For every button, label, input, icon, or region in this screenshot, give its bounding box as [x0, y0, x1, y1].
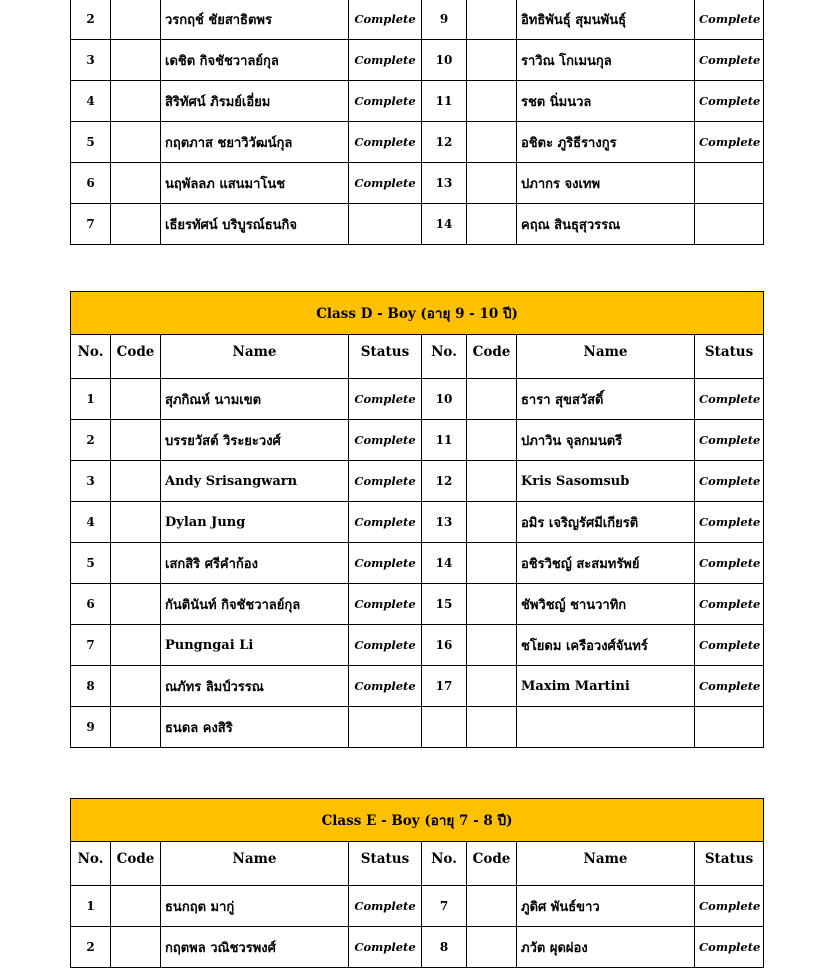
- table-row: [71, 625, 764, 666]
- status-cell: Complete: [695, 420, 764, 461]
- column-header: Name: [161, 335, 349, 379]
- student-name: กฤตพล วณิชวรพงศ์: [161, 927, 349, 968]
- student-name: [517, 707, 695, 748]
- student-name: ธารา สุขสวัสดิ์: [517, 379, 695, 420]
- code-cell: [467, 927, 517, 968]
- status-cell: Complete: [695, 122, 764, 163]
- status-cell: Complete: [695, 0, 764, 40]
- code-cell: [467, 886, 517, 927]
- code-cell: [111, 379, 161, 420]
- student-name: ชัพวิชญ์ ชานวาทิก: [517, 584, 695, 625]
- row-number: 9: [422, 0, 467, 40]
- status-cell: Complete: [695, 502, 764, 543]
- table-row: [71, 0, 764, 40]
- table-row: [71, 707, 764, 748]
- code-cell: [111, 625, 161, 666]
- row-number: 13: [422, 163, 467, 204]
- class-title: Class E - Boy (อายุ 7 - 8 ปี): [71, 799, 764, 842]
- row-number: 7: [71, 625, 111, 666]
- row-number: 8: [422, 927, 467, 968]
- column-header: No.: [422, 842, 467, 886]
- table-row: [71, 584, 764, 625]
- column-header: Status: [349, 842, 422, 886]
- code-cell: [467, 204, 517, 245]
- row-number: 5: [71, 122, 111, 163]
- code-cell: [467, 625, 517, 666]
- row-number: 2: [71, 420, 111, 461]
- student-name: ปภาวิน จุลกมนตรี: [517, 420, 695, 461]
- student-name: ชโยดม เครือวงศ์จันทร์: [517, 625, 695, 666]
- status-cell: Complete: [349, 625, 422, 666]
- code-cell: [467, 543, 517, 584]
- status-cell: Complete: [349, 584, 422, 625]
- status-cell: Complete: [695, 543, 764, 584]
- row-number: 14: [422, 204, 467, 245]
- row-number: 1: [71, 379, 111, 420]
- status-cell: Complete: [349, 81, 422, 122]
- status-cell: Complete: [695, 886, 764, 927]
- status-cell: [695, 707, 764, 748]
- student-name: คฤณ สินธุสุวรรณ: [517, 204, 695, 245]
- status-cell: Complete: [349, 122, 422, 163]
- status-cell: Complete: [695, 40, 764, 81]
- status-cell: Complete: [349, 40, 422, 81]
- status-cell: Complete: [695, 81, 764, 122]
- student-name: สุภกิณห์ นามเขต: [161, 379, 349, 420]
- student-name: ณภัทร ลิมป์วรรณ: [161, 666, 349, 707]
- student-name: อชิรวิชญ์ สะสมทรัพย์: [517, 543, 695, 584]
- student-name: อิทธิพันธุ์ สุมนพันธุ์: [517, 0, 695, 40]
- code-cell: [467, 40, 517, 81]
- table-row: [71, 420, 764, 461]
- code-cell: [111, 584, 161, 625]
- table-row: [71, 886, 764, 927]
- table-row: [71, 379, 764, 420]
- column-header: No.: [71, 842, 111, 886]
- table-row: [71, 163, 764, 204]
- row-number: 13: [422, 502, 467, 543]
- row-number: 2: [71, 927, 111, 968]
- student-name: ราวิณ โกเมนกุล: [517, 40, 695, 81]
- status-cell: Complete: [349, 461, 422, 502]
- student-name: ธนกฤต มากู่: [161, 886, 349, 927]
- status-cell: Complete: [349, 163, 422, 204]
- code-cell: [111, 927, 161, 968]
- row-number: 10: [422, 40, 467, 81]
- student-name: บรรยวัสต์ วิระยะวงศ์: [161, 420, 349, 461]
- column-header: Code: [111, 335, 161, 379]
- student-name: เดชิต กิจชัชวาลย์กุล: [161, 40, 349, 81]
- student-name: กันตินันท์ กิจชัชวาลย์กุล: [161, 584, 349, 625]
- student-name: ปภากร จงเทพ: [517, 163, 695, 204]
- student-name: ภูดิศ พันธ์ขาว: [517, 886, 695, 927]
- code-cell: [467, 666, 517, 707]
- row-number: 16: [422, 625, 467, 666]
- column-header: Status: [695, 335, 764, 379]
- code-cell: [111, 163, 161, 204]
- row-number: 12: [422, 122, 467, 163]
- code-cell: [467, 461, 517, 502]
- status-cell: [349, 204, 422, 245]
- code-cell: [467, 502, 517, 543]
- student-name: Dylan Jung: [161, 502, 349, 543]
- column-header: Name: [161, 842, 349, 886]
- student-name: วรกฤช์ ชัยสาธิตพร: [161, 0, 349, 40]
- row-number: 11: [422, 420, 467, 461]
- code-cell: [467, 584, 517, 625]
- student-name: กฤตภาส ชยาวิวัฒน์กุล: [161, 122, 349, 163]
- status-cell: Complete: [695, 584, 764, 625]
- status-cell: Complete: [349, 0, 422, 40]
- student-name: Andy Srisangwarn: [161, 461, 349, 502]
- status-cell: Complete: [349, 420, 422, 461]
- student-name: ภวัต ผุดผ่อง: [517, 927, 695, 968]
- column-header: Code: [467, 335, 517, 379]
- code-cell: [111, 204, 161, 245]
- class-title: Class D - Boy (อายุ 9 - 10 ปี): [71, 292, 764, 335]
- student-name: นฤพัลลภ แสนมาโนช: [161, 163, 349, 204]
- table-row: [71, 461, 764, 502]
- row-number: 17: [422, 666, 467, 707]
- row-number: 7: [422, 886, 467, 927]
- table-row: [71, 502, 764, 543]
- status-cell: Complete: [695, 666, 764, 707]
- column-header: Code: [467, 842, 517, 886]
- table-row: [71, 40, 764, 81]
- code-cell: [467, 122, 517, 163]
- column-header: No.: [422, 335, 467, 379]
- student-name: รชต นิ่มนวล: [517, 81, 695, 122]
- row-number: 4: [71, 81, 111, 122]
- table-row: [71, 666, 764, 707]
- status-cell: Complete: [349, 379, 422, 420]
- row-number: 8: [71, 666, 111, 707]
- code-cell: [111, 122, 161, 163]
- student-name: เธียรทัศน์ บริบูรณ์ธนกิจ: [161, 204, 349, 245]
- student-name: Maxim Martini: [517, 666, 695, 707]
- code-cell: [111, 420, 161, 461]
- student-name: อชิตะ ภูริธีรางกูร: [517, 122, 695, 163]
- row-number: 11: [422, 81, 467, 122]
- row-number: 14: [422, 543, 467, 584]
- row-number: 3: [71, 461, 111, 502]
- table-row: [71, 543, 764, 584]
- status-cell: Complete: [695, 927, 764, 968]
- column-header: Status: [695, 842, 764, 886]
- status-cell: Complete: [695, 379, 764, 420]
- row-number: 7: [71, 204, 111, 245]
- row-number: 3: [71, 40, 111, 81]
- code-cell: [467, 163, 517, 204]
- code-cell: [111, 543, 161, 584]
- row-number: 12: [422, 461, 467, 502]
- student-name: เสกสิริ ศรีคำก้อง: [161, 543, 349, 584]
- code-cell: [111, 0, 161, 40]
- status-cell: [695, 163, 764, 204]
- code-cell: [467, 0, 517, 40]
- status-cell: Complete: [349, 543, 422, 584]
- code-cell: [467, 81, 517, 122]
- student-name: สิริทัศน์ ภิรมย์เอี่ยม: [161, 81, 349, 122]
- status-cell: Complete: [349, 666, 422, 707]
- row-number: 10: [422, 379, 467, 420]
- student-name: Pungngai Li: [161, 625, 349, 666]
- row-number: 15: [422, 584, 467, 625]
- code-cell: [467, 379, 517, 420]
- status-cell: Complete: [695, 461, 764, 502]
- status-cell: Complete: [349, 502, 422, 543]
- code-cell: [111, 40, 161, 81]
- table-row: [71, 81, 764, 122]
- column-header: No.: [71, 335, 111, 379]
- status-cell: Complete: [349, 927, 422, 968]
- column-header: Status: [349, 335, 422, 379]
- row-number: 5: [71, 543, 111, 584]
- code-cell: [111, 461, 161, 502]
- status-cell: Complete: [349, 886, 422, 927]
- code-cell: [111, 666, 161, 707]
- row-number: 1: [71, 886, 111, 927]
- status-cell: Complete: [695, 625, 764, 666]
- code-cell: [111, 707, 161, 748]
- column-header: Name: [517, 335, 695, 379]
- code-cell: [467, 420, 517, 461]
- column-header: Code: [111, 842, 161, 886]
- code-cell: [467, 707, 517, 748]
- roster-table: [70, 798, 764, 968]
- roster-table: [70, 291, 764, 748]
- row-number: 6: [71, 584, 111, 625]
- student-name: Kris Sasomsub: [517, 461, 695, 502]
- student-name: ธนดล คงสิริ: [161, 707, 349, 748]
- code-cell: [111, 81, 161, 122]
- row-number: 9: [71, 707, 111, 748]
- student-name: อมิร เจริญรัศมีเกียรติ: [517, 502, 695, 543]
- status-cell: [349, 707, 422, 748]
- table-row: [71, 122, 764, 163]
- column-header: Name: [517, 842, 695, 886]
- row-number: 6: [71, 163, 111, 204]
- row-number: 2: [71, 0, 111, 40]
- row-number: 4: [71, 502, 111, 543]
- table-row: [71, 927, 764, 968]
- code-cell: [111, 886, 161, 927]
- table-row: [71, 204, 764, 245]
- roster-table: [70, 0, 764, 245]
- row-number: [422, 707, 467, 748]
- code-cell: [111, 502, 161, 543]
- status-cell: [695, 204, 764, 245]
